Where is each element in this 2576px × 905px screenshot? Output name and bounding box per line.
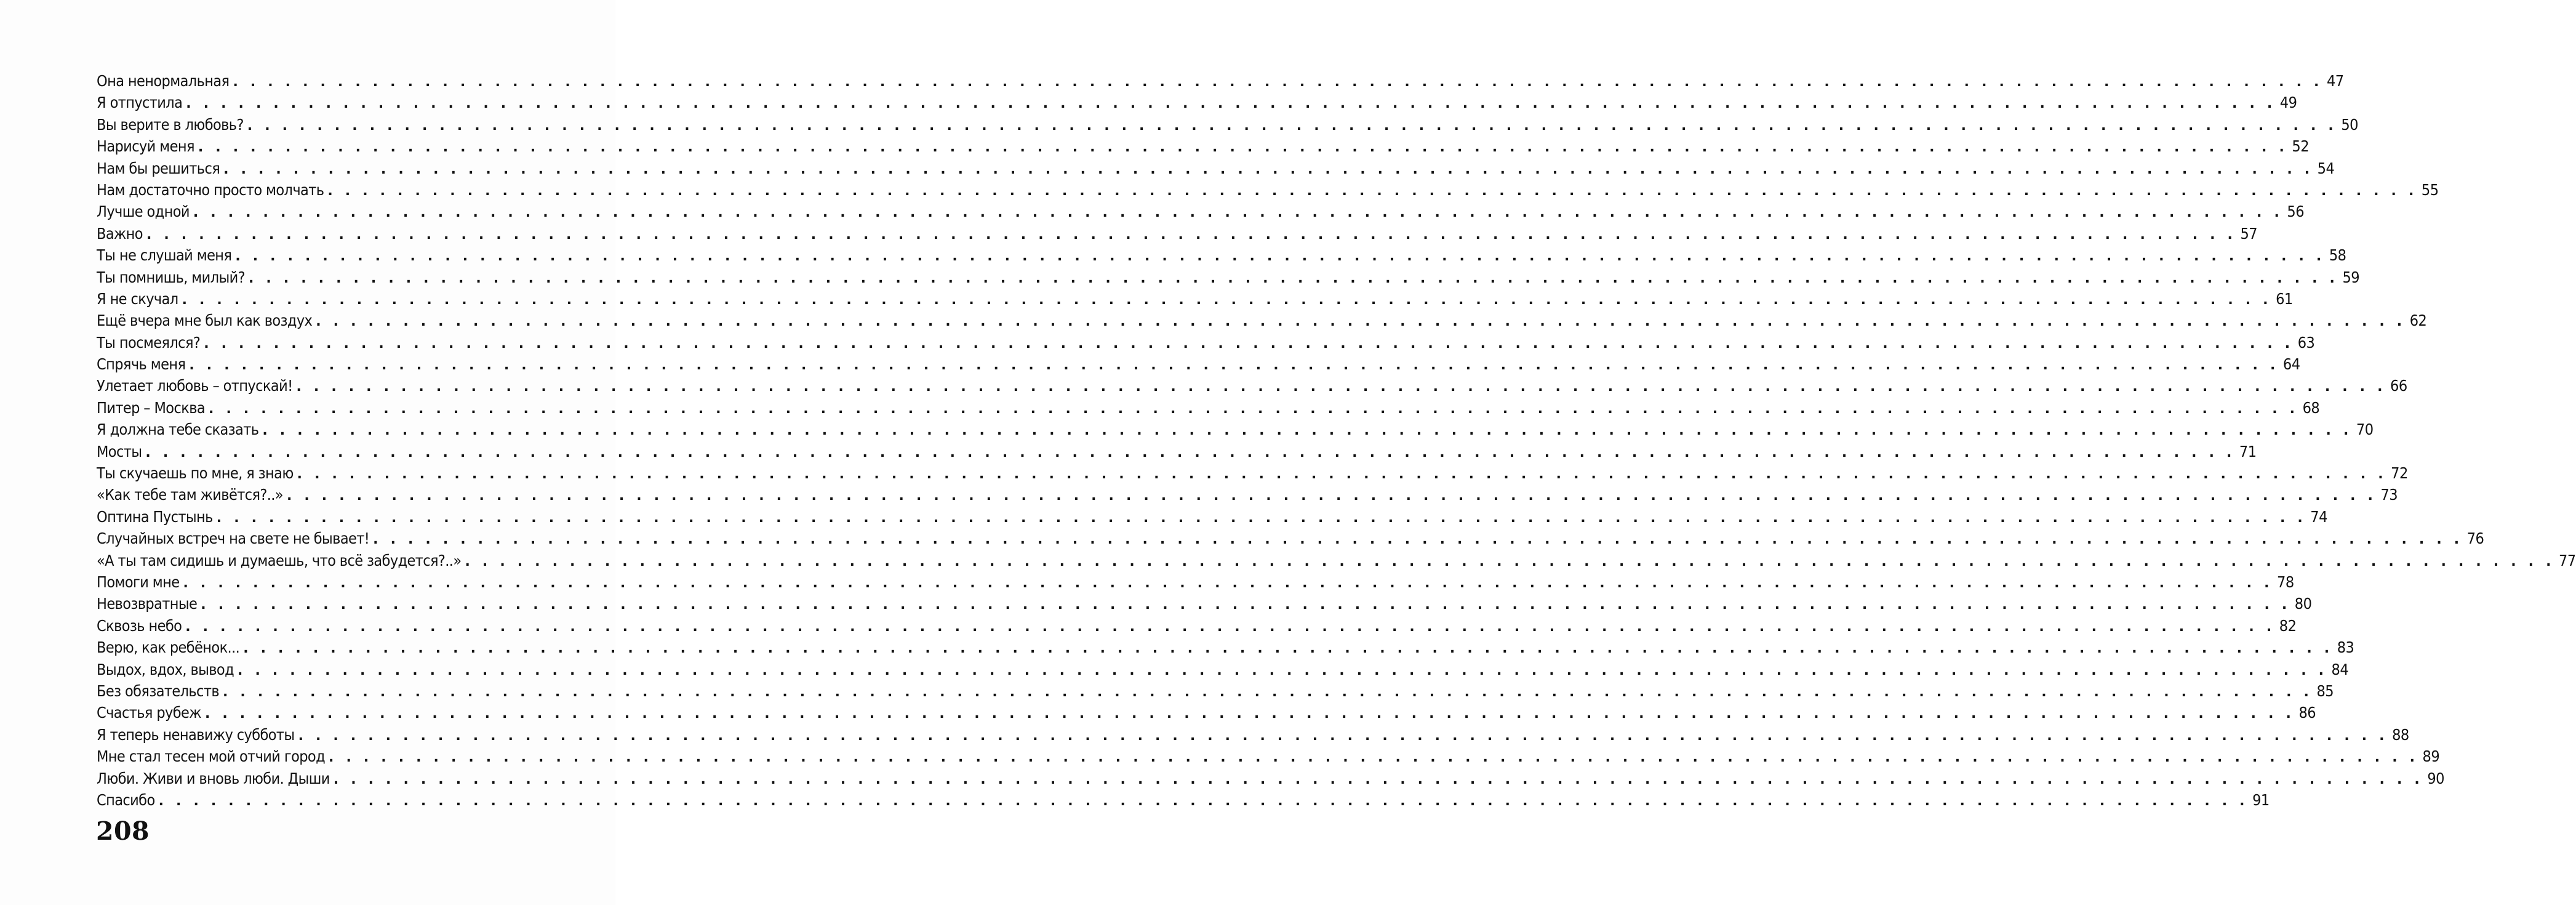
toc-entry-title: Улетает любовь – отпускай! (97, 377, 293, 395)
toc-entry-title: Оптина Пустынь (97, 507, 213, 526)
toc-entry-title: Невозвратные (97, 595, 198, 613)
toc-entry-page: 86 (2298, 704, 2316, 722)
toc-entry-page: 62 (2409, 312, 2427, 330)
toc-entry (97, 180, 2439, 203)
toc-leader-dots: . . . . . . . . . . . . . . . . . . . . . . . . . . . . . . . . . . . . . . . . . . . . . . . . . . . . . . . . . . . . . . . . . . . . . . . . . . . . . . . . . . . . . . . . . . . . . . . . . . . . . . . . . . . . . . . . . . . . . . . . (216, 510, 2306, 526)
toc-entry-page: 61 (2276, 289, 2293, 308)
toc-leader-dots: . . . . . . . . . . . . . . . . . . . . . . . . . . . . . . . . . . . . . . . . . . . . . . . . . . . . . . . . . . . . . . . . . . . . . . . . . . . . . . . . . . . . . . . . . . . . . . . . . . . . . . . . . . . . . . . . . . . . . . . . (333, 771, 2423, 787)
toc-entry (97, 442, 2257, 464)
toc-leader-dots: . . . . . . . . . . . . . . . . . . . . . . . . . . . . . . . . . . . . . . . . . . . . . . . . . . . . . . . . . . . . . . . . . . . . . . . . . . . . . . . . . . . . . . . . . . . . . . . . . . . . . . . . . . . . . . . . . . . . . . . . (223, 161, 2314, 177)
toc-leader-dots: . . . . . . . . . . . . . . . . . . . . . . . . . . . . . . . . . . . . . . . . . . . . . . . . . . . . . . . . . . . . . . . . . . . . . . . . . . . . . . . . . . . . . . . . . . . . . . . . . . . . . . . . . . . . . . . . . . . . . . . . (298, 728, 2388, 744)
toc-entry (97, 682, 2334, 704)
toc-entry-page: 84 (2331, 660, 2349, 678)
toc-entry-title: Мне стал тесен мой отчий город (97, 747, 326, 766)
toc-entry (97, 355, 2300, 377)
toc-entry-title: Люби. Живи и вновь люби. Дыши (97, 769, 330, 787)
toc-entry-title: Без обязательств (97, 682, 219, 700)
toc-entry (97, 551, 2576, 573)
toc-entry (97, 94, 2297, 115)
toc-entry (97, 333, 2315, 355)
toc-entry-page: 49 (2279, 94, 2297, 112)
toc-entry-page: 85 (2316, 682, 2334, 700)
toc-entry-page: 91 (2252, 790, 2270, 809)
toc-entry-page: 59 (2342, 268, 2360, 286)
toc-entry (97, 595, 2312, 616)
toc-entry (97, 137, 2310, 159)
toc-entry-page: 90 (2427, 769, 2444, 787)
toc-entry-title: Спрячь меня (97, 355, 186, 374)
toc-entry-page: 63 (2297, 333, 2315, 352)
toc-entry (97, 115, 2358, 137)
toc-leader-dots: . . . . . . . . . . . . . . . . . . . . . . . . . . . . . . . . . . . . . . . . . . . . . . . . . . . . . . . . . . . . . . . . . . . . . . . . . . . . . . . . . . . . . . . . . . . . . . . . . . . . . . . . . . . . . . . . . . . . . . . . (145, 444, 2236, 461)
toc-entry-title: Я должна тебе сказать (97, 420, 259, 439)
toc-entry (97, 529, 2484, 551)
toc-entry (97, 398, 2320, 420)
toc-entry-page: 89 (2422, 747, 2440, 766)
toc-entry-title: Лучше одной (97, 203, 190, 221)
toc-leader-dots: . . . . . . . . . . . . . . . . . . . . . . . . . . . . . . . . . . . . . . . . . . . . . . . . . . . . . . . . . . . . . . . . . . . . . . . . . . . . . . . . . . . . . . . . . . . . . . . . . . . . . . . . . . . . . . . . . . . . . . . . (233, 74, 2323, 90)
toc-leader-dots: . . . . . . . . . . . . . . . . . . . . . . . . . . . . . . . . . . . . . . . . . . . . . . . . . . . . . . . . . . . . . . . . . . . . . . . . . . . . . . . . . . . . . . . . . . . . . . . . . . . . . . . . . . . . . . . . . . . . . . . . (297, 467, 2387, 483)
toc-entry-page: 74 (2310, 507, 2327, 526)
toc-entry (97, 486, 2398, 507)
toc-leader-dots: . . . . . . . . . . . . . . . . . . . . . . . . . . . . . . . . . . . . . . . . . . . . . . . . . . . . . . . . . . . . . . . . . . . . . . . . . . . . . . . . . . . . . . . . . . . . . . . . . . . . . . . . . . . . . . . . . . . . . . . . (222, 684, 2313, 700)
toc-leader-dots: . . . . . . . . . . . . . . . . . . . . . . . . . . . . . . . . . . . . . . . . . . . . . . . . . . . . . . . . . . . . . . . . . . . . . . . . . . . . . . . . . . . . . . . . . . . . . . . . . . . . . . . . . . . . . . . . . . . . . . . . (316, 314, 2406, 330)
toc-entry-page: 70 (2356, 420, 2374, 439)
toc-leader-dots: . . . . . . . . . . . . . . . . . . . . . . . . . . . . . . . . . . . . . . . . . . . . . . . . . . . . . . . . . . . . . . . . . . . . . . . . . . . . . . . . . . . . . . . . . . . . . . . . . . . . . . . . . . . . . . . . . . . . . . . . (201, 597, 2291, 613)
toc-entry-title: Ты не слушай меня (97, 246, 232, 265)
toc-leader-dots: . . . . . . . . . . . . . . . . . . . . . . . . . . . . . . . . . . . . . . . . . . . . . . . . . . . . . . . . . . . . . . . . . . . . . . . . . . . . . . . . . . . . . . . . . . . . . . . . . . . . . . . . . . . . . . . . . . . . . . . . (373, 532, 2463, 548)
toc-entry-page: 88 (2392, 725, 2409, 744)
toc-entry (97, 72, 2344, 94)
toc-entry (97, 769, 2444, 791)
toc-entry (97, 507, 2327, 529)
toc-entry-title: Питер – Москва (97, 398, 206, 417)
toc-entry-page: 72 (2391, 464, 2408, 483)
toc-leader-dots: . . . . . . . . . . . . . . . . . . . . . . . . . . . . . . . . . . . . . . . . . . . . . . . . . . . . . . . . . . . . . . . . . . . . . . . . . . . . . . . . . . . . . . . . . . . . . . . . . . . . . . . . . . . . . . . . . . . . . . . . (198, 140, 2289, 156)
toc-entry-title: Я не скучал (97, 289, 178, 308)
toc-entry (97, 573, 2294, 595)
toc-entry (97, 464, 2408, 486)
toc-entry-page: 83 (2337, 638, 2354, 657)
toc-leader-dots: . . . . . . . . . . . . . . . . . . . . . . . . . . . . . . . . . . . . . . . . . . . . . . . . . . . . . . . . . . . . . . . . . . . . . . . . . . . . . . . . . . . . . . . . . . . . . . . . . . . . . . . . . . . . . . . . . . . . . . . . (286, 488, 2377, 504)
toc-entry (97, 616, 2297, 638)
toc-entry-page: 77 (2559, 551, 2576, 569)
toc-entry-title: Сквозь небо (97, 616, 182, 635)
toc-entry-title: Она ненормальная (97, 72, 230, 90)
toc-leader-dots: . . . . . . . . . . . . . . . . . . . . . . . . . . . . . . . . . . . . . . . . . . . . . . . . . . . . . . . . . . . . . . . . . . . . . . . . . . . . . . . . . . . . . . . . . . . . . . . . . . . . . . . . . . . . . . . . . . . . . . . . (327, 183, 2418, 199)
toc-entry-page: 73 (2380, 486, 2398, 504)
toc-leader-dots: . . . . . . . . . . . . . . . . . . . . . . . . . . . . . . . . . . . . . . . . . . . . . . . . . . . . . . . . . . . . . . . . . . . . . . . . . . . . . . . . . . . . . . . . . . . . . . . . . . . . . . . . . . . . . . . . . . . . . . . . (183, 575, 2273, 591)
toc-entry-title: Вы верите в любовь? (97, 115, 244, 134)
toc-entry (97, 312, 2427, 333)
toc-entry-title: Нам достаточно просто молчать (97, 180, 324, 199)
toc-entry-title: Случайных встреч на свете не бывает! (97, 529, 370, 548)
toc-entry-title: Помоги мне (97, 573, 180, 591)
toc-leader-dots: . . . . . . . . . . . . . . . . . . . . . . . . . . . . . . . . . . . . . . . . . . . . . . . . . . . . . . . . . . . . . . . . . . . . . . . . . . . . . . . . . . . . . . . . . . . . . . . . . . . . . . . . . . . . . . . . . . . . . . . . (296, 379, 2386, 395)
toc-leader-dots: . . . . . . . . . . . . . . . . . . . . . . . . . . . . . . . . . . . . . . . . . . . . . . . . . . . . . . . . . . . . . . . . . . . . . . . . . . . . . . . . . . . . . . . . . . . . . . . . . . . . . . . . . . . . . . . . . . . . . . . . (465, 553, 2555, 569)
toc-entry-title: Нарисуй меня (97, 137, 194, 156)
toc-entry-title: «А ты там сидишь и думаешь, что всё забудется?..» (97, 551, 462, 569)
toc-entry (97, 420, 2374, 442)
toc-entry-title: Верю, как ребёнок... (97, 638, 240, 657)
toc-entry (97, 268, 2360, 290)
page-number: 208 (96, 816, 150, 846)
toc-entry-title: Я отпустила (97, 94, 183, 112)
toc-entry (97, 377, 2407, 398)
toc-entry-page: 64 (2282, 355, 2300, 374)
toc-entry-title: Нам бы решиться (97, 159, 220, 177)
toc-leader-dots: . . . . . . . . . . . . . . . . . . . . . . . . . . . . . . . . . . . . . . . . . . . . . . . . . . . . . . . . . . . . . . . . . . . . . . . . . . . . . . . . . . . . . . . . . . . . . . . . . . . . . . . . . . . . . . . . . . . . . . . . (235, 249, 2326, 265)
toc-entry-page: 80 (2294, 595, 2312, 613)
toc-entry-page: 66 (2390, 377, 2407, 395)
toc-entry-title: Важно (97, 224, 143, 243)
toc-entry-title: Ещё вчера мне был как воздух (97, 312, 313, 330)
toc-entry (97, 747, 2440, 769)
toc-entry-title: Спасибо (97, 790, 155, 809)
toc-leader-dots: . . . . . . . . . . . . . . . . . . . . . . . . . . . . . . . . . . . . . . . . . . . . . . . . . . . . . . . . . . . . . . . . . . . . . . . . . . . . . . . . . . . . . . . . . . . . . . . . . . . . . . . . . . . . . . . . . . . . . . . . (204, 706, 2295, 722)
toc-entry (97, 159, 2335, 181)
toc-entry-page: 68 (2302, 398, 2320, 417)
toc-entry-title: Ты скучаешь по мне, я знаю (97, 464, 294, 483)
toc-entry (97, 660, 2349, 682)
toc-entry (97, 790, 2270, 813)
toc-entry-title: Ты посмеялся? (97, 333, 201, 352)
toc-entry (97, 704, 2316, 725)
toc-leader-dots: . . . . . . . . . . . . . . . . . . . . . . . . . . . . . . . . . . . . . . . . . . . . . . . . . . . . . . . . . . . . . . . . . . . . . . . . . . . . . . . . . . . . . . . . . . . . . . . . . . . . . . . . . . . . . . . . . . . . . . . . (243, 641, 2334, 657)
toc-entry-title: «Как тебе там живётся?..» (97, 486, 283, 504)
toc-entry (97, 725, 2409, 747)
toc-leader-dots: . . . . . . . . . . . . . . . . . . . . . . . . . . . . . . . . . . . . . . . . . . . . . . . . . . . . . . . . . . . . . . . . . . . . . . . . . . . . . . . . . . . . . . . . . . . . . . . . . . . . . . . . . . . . . . . . . . . . . . . . (262, 423, 2353, 439)
toc-leader-dots: . . . . . . . . . . . . . . . . . . . . . . . . . . . . . . . . . . . . . . . . . . . . . . . . . . . . . . . . . . . . . . . . . . . . . . . . . . . . . . . . . . . . . . . . . . . . . . . . . . . . . . . . . . . . . . . . . . . . . . . . (247, 118, 2337, 134)
toc-entry-title: Счастья рубеж (97, 704, 201, 722)
toc-entry-page: 50 (2341, 115, 2358, 134)
toc-entry-page: 57 (2240, 224, 2258, 243)
toc-leader-dots: . . . . . . . . . . . . . . . . . . . . . . . . . . . . . . . . . . . . . . . . . . . . . . . . . . . . . . . . . . . . . . . . . . . . . . . . . . . . . . . . . . . . . . . . . . . . . . . . . . . . . . . . . . . . . . . . . . . . . . . . (182, 292, 2272, 308)
toc-entry-page: 56 (2287, 203, 2305, 221)
toc-leader-dots: . . . . . . . . . . . . . . . . . . . . . . . . . . . . . . . . . . . . . . . . . . . . . . . . . . . . . . . . . . . . . . . . . . . . . . . . . . . . . . . . . . . . . . . . . . . . . . . . . . . . . . . . . . . . . . . . . . . . . . . . (193, 205, 2284, 221)
toc-entry-page: 47 (2326, 72, 2344, 90)
toc-leader-dots: . . . . . . . . . . . . . . . . . . . . . . . . . . . . . . . . . . . . . . . . . . . . . . . . . . . . . . . . . . . . . . . . . . . . . . . . . . . . . . . . . . . . . . . . . . . . . . . . . . . . . . . . . . . . . . . . . . . . . . . . (209, 401, 2299, 417)
toc-entry-page: 55 (2421, 180, 2439, 199)
toc-leader-dots: . . . . . . . . . . . . . . . . . . . . . . . . . . . . . . . . . . . . . . . . . . . . . . . . . . . . . . . . . . . . . . . . . . . . . . . . . . . . . . . . . . . . . . . . . . . . . . . . . . . . . . . . . . . . . . . . . . . . . . . . (146, 227, 2237, 243)
toc-entry (97, 203, 2305, 224)
toc-leader-dots: . . . . . . . . . . . . . . . . . . . . . . . . . . . . . . . . . . . . . . . . . . . . . . . . . . . . . . . . . . . . . . . . . . . . . . . . . . . . . . . . . . . . . . . . . . . . . . . . . . . . . . . . . . . . . . . . . . . . . . . . (238, 662, 2328, 678)
toc-entry (97, 638, 2354, 660)
toc-entry-title: Ты помнишь, милый? (97, 268, 245, 286)
toc-entry-title: Выдох, вдох, вывод (97, 660, 234, 678)
toc-leader-dots: . . . . . . . . . . . . . . . . . . . . . . . . . . . . . . . . . . . . . . . . . . . . . . . . . . . . . . . . . . . . . . . . . . . . . . . . . . . . . . . . . . . . . . . . . . . . . . . . . . . . . . . . . . . . . . . . . . . . . . . . (189, 358, 2279, 374)
toc-leader-dots: . . . . . . . . . . . . . . . . . . . . . . . . . . . . . . . . . . . . . . . . . . . . . . . . . . . . . . . . . . . . . . . . . . . . . . . . . . . . . . . . . . . . . . . . . . . . . . . . . . . . . . . . . . . . . . . . . . . . . . . . (204, 336, 2294, 352)
toc-entry-title: Мосты (97, 442, 142, 461)
toc-entry-page: 76 (2466, 529, 2484, 548)
toc-leader-dots: . . . . . . . . . . . . . . . . . . . . . . . . . . . . . . . . . . . . . . . . . . . . . . . . . . . . . . . . . . . . . . . . . . . . . . . . . . . . . . . . . . . . . . . . . . . . . . . . . . . . . . . . . . . . . . . . . . . . . . . . (185, 619, 2276, 635)
toc-leader-dots: . . . . . . . . . . . . . . . . . . . . . . . . . . . . . . . . . . . . . . . . . . . . . . . . . . . . . . . . . . . . . . . . . . . . . . . . . . . . . . . . . . . . . . . . . . . . . . . . . . . . . . . . . . . . . . . . . . . . . . . . (158, 793, 2249, 809)
toc-leader-dots: . . . . . . . . . . . . . . . . . . . . . . . . . . . . . . . . . . . . . . . . . . . . . . . . . . . . . . . . . . . . . . . . . . . . . . . . . . . . . . . . . . . . . . . . . . . . . . . . . . . . . . . . . . . . . . . . . . . . . . . . (329, 750, 2419, 766)
toc-entry-page: 71 (2239, 442, 2257, 461)
toc-entry-page: 58 (2329, 246, 2346, 265)
toc-entry (97, 224, 2258, 246)
toc-leader-dots: . . . . . . . . . . . . . . . . . . . . . . . . . . . . . . . . . . . . . . . . . . . . . . . . . . . . . . . . . . . . . . . . . . . . . . . . . . . . . . . . . . . . . . . . . . . . . . . . . . . . . . . . . . . . . . . . . . . . . . . . (186, 96, 2276, 112)
toc-entry-title: Я теперь ненавижу субботы (97, 725, 295, 744)
table-of-contents (97, 72, 2576, 813)
toc-entry (97, 246, 2346, 268)
toc-leader-dots: . . . . . . . . . . . . . . . . . . . . . . . . . . . . . . . . . . . . . . . . . . . . . . . . . . . . . . . . . . . . . . . . . . . . . . . . . . . . . . . . . . . . . . . . . . . . . . . . . . . . . . . . . . . . . . . . . . . . . . . . (248, 270, 2339, 286)
toc-entry-page: 52 (2292, 137, 2310, 156)
toc-entry-page: 54 (2317, 159, 2335, 177)
toc-entry (97, 289, 2293, 312)
toc-entry-page: 82 (2279, 616, 2297, 635)
toc-entry-page: 78 (2277, 573, 2294, 591)
